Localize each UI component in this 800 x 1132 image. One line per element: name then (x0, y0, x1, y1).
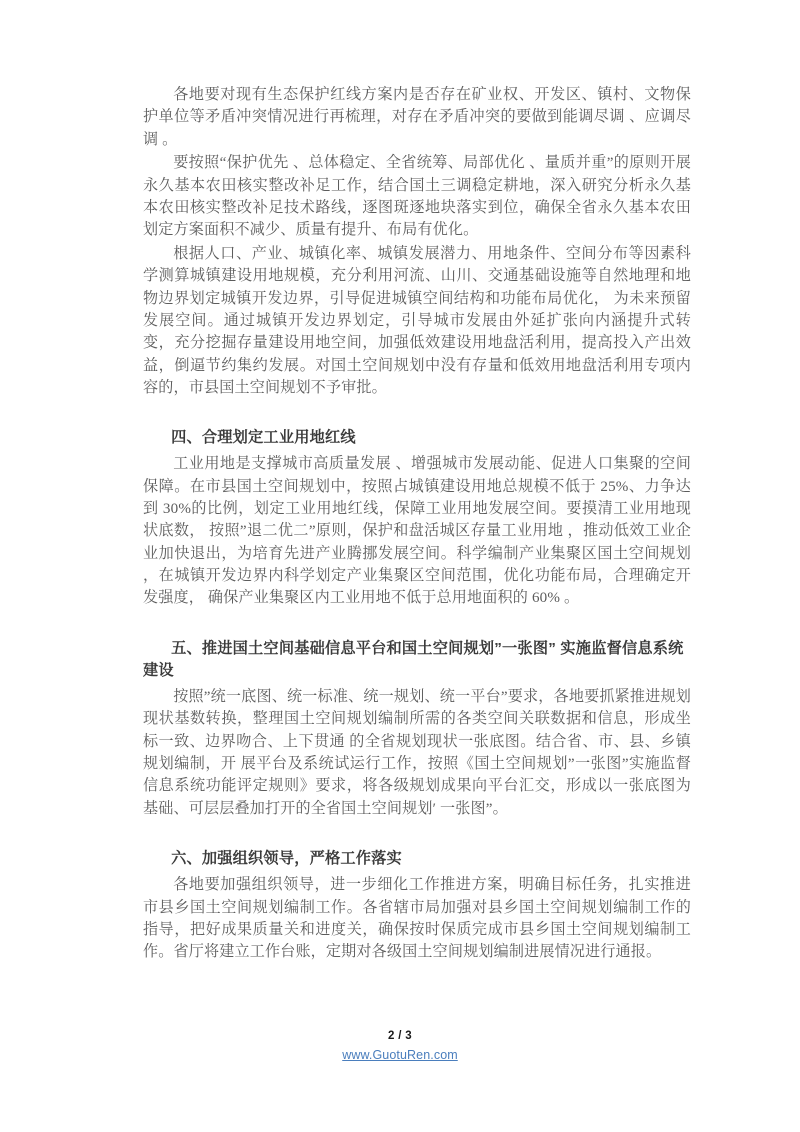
document-body (143, 84, 691, 963)
spacer (143, 610, 691, 638)
paragraph-ecological-redline-review: 各地要对现有生态保护红线方案内是否存在矿业权、开发区、镇村、文物保护单位等矛盾冲突情况进行再梳理，对存在矛盾冲突的要做到能调尽调 、应调尽调 。 (143, 87, 691, 148)
heading-section-five: 五、推进国土空间基础信息平台和国土空间规划”一张图” 实施监督信息系统建设 (143, 639, 684, 679)
spacer (143, 820, 691, 848)
heading-section-six: 六、加强组织领导，严格工作落实 (171, 849, 402, 867)
paragraph-organizational-leadership: 各地要加强组织领导，进一步细化工作推进方案，明确目标任务，扎实推进市县乡国土空间规划编制工作。各省辖市局加强对县乡国土空间规划编制工作的指导，把好成果质量关和进度关，确保按时保质完成市县乡国土空间规划编制工作。省厅将建立工作台账，定期对各级国土空间规划编制进展情况进行通报。 (143, 877, 691, 961)
heading-section-four: 四、合理划定工业用地红线 (171, 429, 356, 447)
spacer (143, 399, 691, 427)
paragraph-one-map-platform: 按照”统一底图、统一标准、统一规划、统一平台”要求，各地要抓紧推进规划现状基数转换，整理国土空间规划编制所需的各类空间关联数据和信息，形成坐标一致、边界吻合、上下贯通 的全省规划现状一张底图。结合省、市、县、乡镇规划编制，开 展平台及系统试运行工作，按照《国土空间规划”一张图”实施监督信息系统功能评定规则》要求，将各级规划成果向平台汇交，形成以一张底图为基础、可层层叠加打开的全省国土空间规划′ 一张图”。 (143, 689, 691, 817)
paragraph-permanent-basic-farmland: 要按照“保护优先 、总体稳定、全省统筹、局部优化 、量质并重”的原则开展永久基本农田核实整改补足工作，结合国土三调稳定耕地，深入研究分析永久基本农田核实整改补足技术路线，逐图斑逐地块落实到位，确保全省永久基本农田划定方案面积不减少、质量有提升、布局有优化。 (143, 155, 691, 239)
paragraph-industrial-land-redline: 工业用地是支撑城市高质量发展 、增强城市发展动能、促进人口集聚的空间保障。在市县国土空间规划中，按照占城镇建设用地总规模不低于 25%、力争达到 30%的比例，划定工业用地红线，保障工业用地发展空间。要摸清工业用地现状底数， 按照”退二优二”原则，保护和盘活城区存量工业用地 ，推动低效工业企业加快退出，为培育先进产业腾挪发展空间。科学编制产业集聚区国土空间规划 ，在城镇开发边界内科学划定产业集聚区空间范围，优化功能布局，合理确定开发强度， 确保产业集聚区内工业用地不低于总用地面积的 60% 。 (143, 456, 691, 607)
page-number: 2 / 3 (388, 1030, 412, 1042)
page-footer (0, 1029, 800, 1064)
site-url-link[interactable]: www.GuotuRen.com (342, 1048, 458, 1062)
paragraph-urban-development-boundary: 根据人口、产业、城镇化率、城镇发展潜力、用地条件、空间分布等因素科学测算城镇建设用地规模，充分利用河流、山川、交通基础设施等自然地理和地物边界划定城镇开发边界，引导促进城镇空间结构和功能布局优化， 为未来预留发展空间。通过城镇开发边界划定，引导城市发展由外延扩张向内涵提升式转变，充分挖掘存量建设用地空间，加强低效建设用地盘活利用，提高投入产出效益，倒逼节约集约发展。对国土空间规划中没有存量和低效用地盘活利用专项内容的，市县国土空间规划不予审批。 (143, 246, 691, 396)
